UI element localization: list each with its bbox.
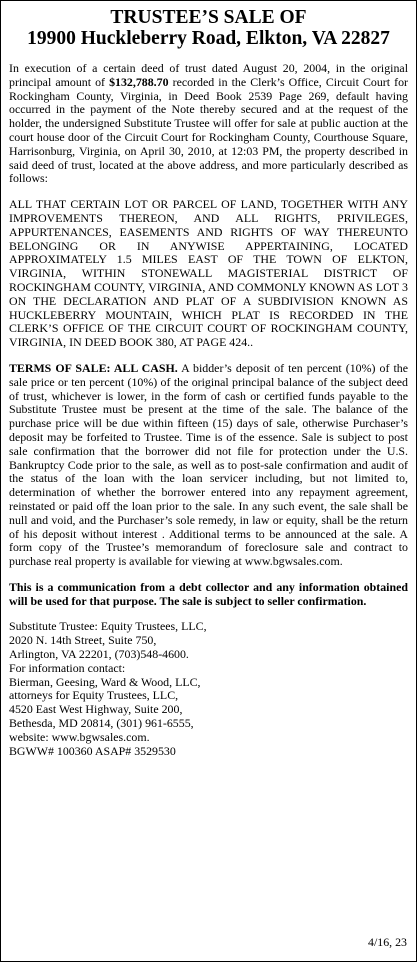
publication-dates: 4/16, 23 <box>368 935 407 949</box>
notice-title <box>9 7 408 49</box>
contact-line: BGWW# 100360 ASAP# 3529530 <box>9 743 176 758</box>
contact-line: Substitute Trustee: Equity Trustees, LLC, <box>9 619 207 634</box>
debt-collector-notice: This is a communication from a debt collector and any information obtained will be used for that purpose. The sale is subject to seller confirmation. <box>9 579 408 608</box>
principal-amount: $132,788.70 <box>109 74 169 89</box>
title-line-2: 19900 Huckleberry Road, Elkton, VA 22827 <box>27 28 390 49</box>
contact-line: For information contact: <box>9 660 126 675</box>
contact-line: Bethesda, MD 20814, (301) 961-6555, <box>9 716 194 731</box>
opening-text-end: recorded in the Clerk’s Office, Circuit Court for Rockingham County, Virginia, in Deed Book 2539 Page 269, default having occurred in the payment of the Note thereby secured and at the request of the holder, the undersigned Substitute Trustee will offer for sale at public auction at the court house door of the Circuit Court for Rockingham County, Courthouse Square, Harrisonburg, Virginia, on April 30, 2010, at 12:03 PM, the property described in said deed of trust, located at the above address, and more particularly described as follows: <box>9 74 408 186</box>
terms-paragraph <box>9 362 408 569</box>
opening-text-start: In execution of a certain deed of trust dated August 20, 2004, in the original principal amount of <box>9 61 408 89</box>
contact-line: 4520 East West Highway, Suite 200, <box>9 702 183 717</box>
opening-paragraph <box>9 62 408 186</box>
contact-line: website: www.bgwsales.com. <box>9 729 150 744</box>
terms-body: A bidder’s deposit of ten percent (10%) of the sale price or ten percent (10%) of the original principal balance of the subject deed of trust, whichever is lower, in the form of cash or certified funds payable to the Substitute Trustee must be present at the time of the sale. The balance of the purchase price will be due within fifteen (15) days of sale, otherwise Purchaser’s deposit may be forfeited to Trustee. Time is of the essence. Sale is subject to post sale confirmation that the borrower did not file for protection under the U.S. Bankruptcy Code prior to the sale, as well as to post-sale confirmation and audit of the status of the loan with the loan servicer including, but not limited to, determination of whether the borrower entered into any repayment agreement, reinstated or paid off the loan prior to the sale. In any such event, the sale shall be null and void, and the Purchaser’s sole remedy, in law or equity, shall be the return of his deposit without interest . Additional terms to be announced at the sale. A form copy of the Trustee’s memorandum of foreclosure sale and contract to purchase real property is available for viewing at www.bgwsales.com. <box>9 360 408 569</box>
contact-block <box>9 620 408 758</box>
terms-heading: TERMS OF SALE: ALL CASH. <box>9 360 178 375</box>
contact-line: 2020 N. 14th Street, Suite 750, <box>9 633 157 648</box>
contact-line: attorneys for Equity Trustees, LLC, <box>9 688 179 703</box>
legal-description: ALL THAT CERTAIN LOT OR PARCEL OF LAND, TOGETHER WITH ANY IMPROVEMENTS THEREON, AND ALL RIGHTS, PRIVILEGES, APPURTENANCES, EASEMENTS AND RIGHTS OF WAY THEREUNTO BELONGING OR IN ANYWISE APPERTAINING, LOCATED APPROXIMATELY 1.5 MILES EAST OF THE TOWN OF ELKTON, VIRGINIA, WITHIN STONEWALL MAGISTERIAL DISTRICT OF ROCKINGHAM COUNTY, VIRGINIA, AND COMMONLY KNOWN AS LOT 3 ON THE DECLARATION AND PLAT OF A SUBDIVISION KNOWN AS HUCKLEBERRY MOUNTAIN, WHICH PLAT IS RECORDED IN THE CLERK’S OFFICE OF THE CIRCUIT COURT OF ROCKINGHAM COUNTY, VIRGINIA, IN DEED BOOK 380, AT PAGE 424.. <box>9 197 408 350</box>
contact-line: Arlington, VA 22201, (703)548-4600. <box>9 647 189 662</box>
contact-line: Bierman, Geesing, Ward & Wood, LLC, <box>9 674 201 689</box>
title-line-1: TRUSTEE’S SALE OF <box>110 7 307 28</box>
